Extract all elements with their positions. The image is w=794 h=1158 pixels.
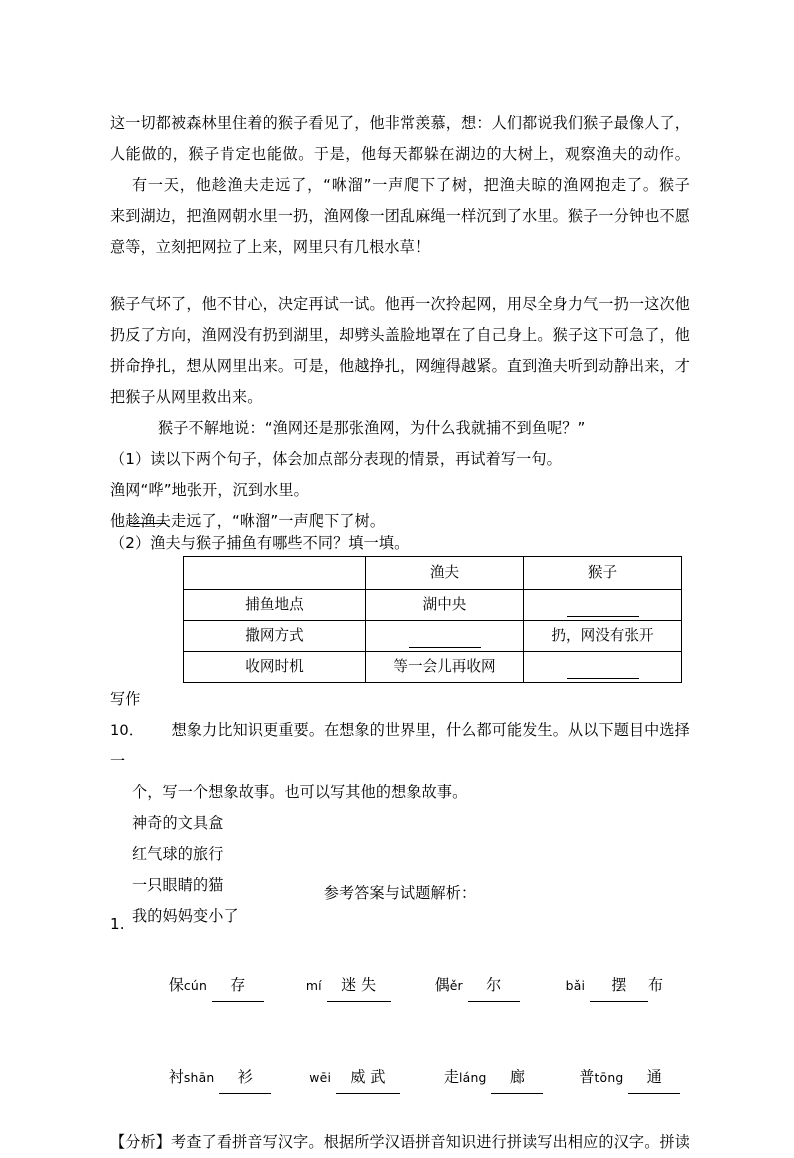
pinyin-prefix: 偶 [434,976,450,994]
passage-line: 扔反了方向，渔网没有扔到湖里，却劈头盖脸地罩在了自己身上。猴子这下可急了，他 [110,326,690,344]
answer-blank[interactable] [524,591,681,620]
question-1-prompt: （1）读以下两个句子，体会加点部分表现的情景，再试着写一句。 [110,450,562,468]
table-header-cell-empty [184,557,366,590]
pinyin-syllable: shān [183,1070,215,1085]
passage-line: 这一切都被森林里住着的猴子看见了，他非常羡慕，想：人们都说我们猴子最像人了， [110,114,690,132]
question-number: 10． [110,722,144,739]
pinyin-item [169,976,264,994]
table-header-cell-fisherman: 渔夫 [366,557,524,590]
passage-line: 猴子不解地说：“渔网还是那张渔网，为什么我就捕不到鱼呢？” [158,419,586,437]
answer-blank-filled[interactable]: 通 [628,1062,680,1094]
passage-line: 有一天，他趁渔夫走远了，“咻溜”一声爬下了树，把渔夫晾的渔网抱走了。猴子 [132,176,690,194]
pinyin-row [110,940,690,1032]
passage-body [110,108,690,537]
writing-prompt-line2: 个，写一个想象故事。也可以写其他的想象故事。 [132,783,468,801]
writing-prompt-line [110,715,690,777]
pinyin-syllable: láng [459,1070,487,1085]
table-cell-monkey-blank[interactable] [524,590,682,621]
pinyin-prefix: 保 [168,976,184,994]
writing-topic: 一只眼睛的猫 [132,876,224,894]
answer-blank[interactable] [524,653,681,682]
pinyin-item [309,1068,400,1086]
table-row [184,621,682,652]
writing-topic: 我的妈妈变小了 [132,907,239,925]
table-row [184,652,682,683]
answer-blank-filled[interactable]: 存 [212,970,264,1002]
pinyin-syllable: bǎi [565,978,586,993]
pinyin-item [579,1068,680,1086]
pinyin-syllable: mí [305,978,322,993]
pinyin-syllable: wēi [309,1070,332,1085]
answers-number: 1. [110,915,125,933]
answer-blank[interactable] [366,622,523,651]
pinyin-syllable: ěr [449,978,463,993]
table-cell-monkey-blank[interactable] [524,652,682,683]
answer-char: 迷 [341,976,357,994]
passage-line: 意等，立刻把网拉了上来，网里只有几根水草！ [110,238,431,256]
analysis-line: 【分析】考查了看拼音写汉字。根据所学汉语拼音知识进行拼读写出相应的汉字。拼读 [110,1133,690,1151]
table-row [184,590,682,621]
pinyin-item [435,976,520,994]
answer-blank-filled[interactable]: 尔 [468,970,520,1002]
passage-line: 猴子气坏了，他不甘心，决定再试一试。他再一次拎起网，用尽全身力气一扔一这次他 [110,295,690,313]
pinyin-item [306,976,391,994]
pinyin-item [444,1068,543,1086]
writing-heading: 写作 [110,690,141,708]
table-header-cell-monkey: 猴子 [524,557,682,590]
pinyin-syllable: tōng [594,1070,624,1085]
comparison-table [183,556,682,683]
pinyin-prefix: 普 [579,1068,595,1086]
answer-blank-filled[interactable] [336,1062,400,1094]
passage-line: 拼命挣扎，想从网里出来。可是，他越挣扎，网缠得越紧。直到渔夫听到动静出来，才 [110,357,690,375]
writing-topic: 红气球的旅行 [132,845,224,863]
passage-line: 来到湖边，把渔网朝水里一扔，渔网像一团乱麻绳一样沉到了水里。猴子一分钟也不愿 [110,207,690,225]
question-1-example-b: 他趁渔夫走远了，“咻溜”一声爬下了树。 [110,512,386,530]
table-cell-fisherman: 湖中央 [366,590,524,621]
answer-blank-filled[interactable]: 廊 [491,1062,543,1094]
answer-blank-filled[interactable]: 衫 [219,1062,271,1094]
pinyin-suffix: 布 [647,976,664,994]
table-row-label: 撒网方式 [184,621,366,652]
writing-prompt-text: 想象力比知识更重要。在想象的世界里，什么都可能发生。从以下题目中选择一 [110,721,690,770]
table-row-label: 收网时机 [184,652,366,683]
answer-blank-rule[interactable] [130,523,166,524]
pinyin-item [566,976,663,994]
answer-blank-filled[interactable]: 摆 [590,970,648,1002]
pinyin-prefix: 走 [443,1068,460,1086]
pinyin-item [169,1068,271,1086]
answer-char: 威 [350,1068,366,1086]
passage-line: 人能做的，猴子肯定也能做。于是，他每天都躲在湖边的大树上，观察渔夫的动作。 [110,145,690,163]
writing-topic: 神奇的文具盒 [132,814,224,832]
answers-section [110,878,690,1158]
passage-line: 把猴子从网里救出来。 [110,388,263,406]
table-cell-fisherman: 等一会儿再收网 [366,652,524,683]
question-2-prompt: （2）渔夫与猴子捕鱼有哪些不同？填一填。 [110,534,410,552]
question-2-prompt-wrap [110,528,690,559]
table-row-label: 捕鱼地点 [184,590,366,621]
table-cell-fisherman-blank[interactable] [366,621,524,652]
table-header-row [184,557,682,590]
pinyin-prefix: 衬 [168,1068,184,1086]
question-1-example-a: 渔网“哗”地张开，沉到水里。 [110,481,309,499]
pinyin-row [110,1032,690,1124]
paragraph-spacer [110,263,690,289]
answer-suffix-char: 武 [370,1068,386,1086]
answer-blank-filled[interactable] [327,970,391,1002]
answers-heading: 参考答案与试题解析： [323,884,477,902]
answer-suffix-char: 失 [360,976,377,994]
pinyin-syllable: cún [183,978,208,993]
table-cell-monkey: 扔，网没有张开 [524,621,682,652]
comparison-table-wrap [183,556,681,683]
